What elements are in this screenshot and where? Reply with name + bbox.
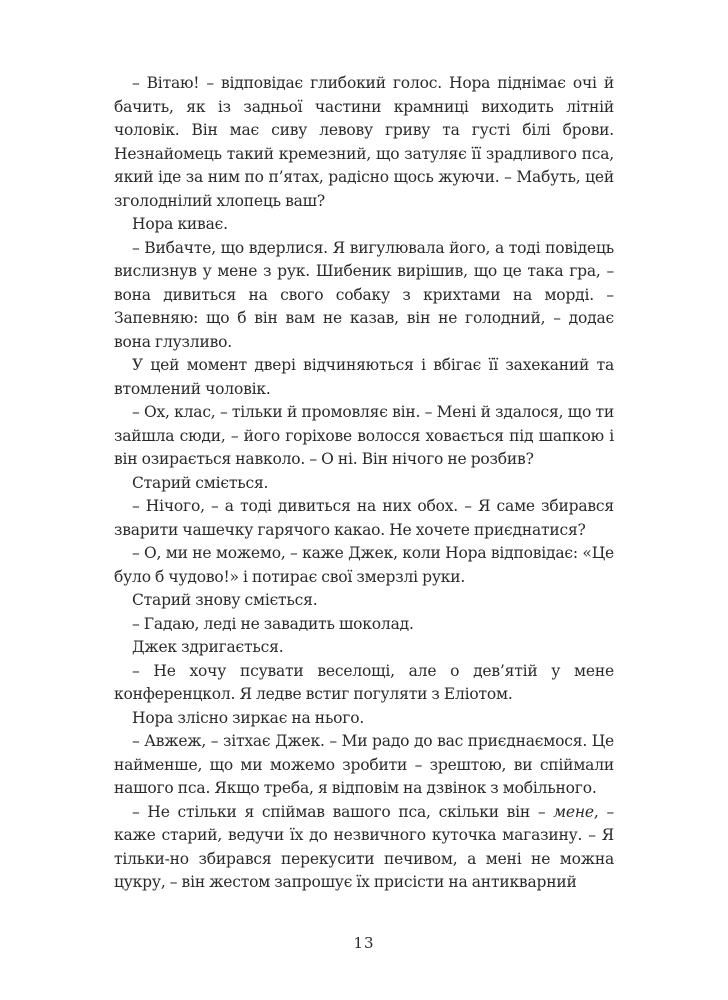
paragraph-jack-declines: – О, ми не можемо, – каже Джек, коли Нора відповідає: «Це було б чудово!» і потирає свої змерзлі руки. [114,544,614,586]
paragraph-chocolate: – Гадаю, леді не завадить шоколад. [132,614,414,633]
paragraph-old-man-reply [114,801,614,895]
paragraph-conference-call: – Не хочу псувати веселощі, але о дев’ятій у мене конференцкол. Я ледве встиг погуляти з Еліотом. [114,661,614,703]
paragraph-jack-agrees: – Авжеж, – зітхає Джек. – Ми радо до вас приєднаємося. Це найменше, що ми можемо зробити – зрештою, ви спіймали нашого пса. Якщо треба, я відповім на дзвінок з мобільного. [114,732,614,797]
page-number: 13 [353,934,375,952]
paragraph-nora-nods: Нора киває. [132,215,228,233]
paragraph-cocoa-offer: – Нічого, – а тоді дивиться на них обох. – Я саме збирався зварити чашечку гарячого какао. Не хочете приєднатися? [114,497,614,539]
paragraph-door-opens: У цей момент двері відчиняються і вбігає її захеканий та втомлений чоловік. [114,356,614,398]
paragraph-laughs-again: Старий знову сміється. [132,591,318,609]
paragraph-text-after-italic: , – каже старий, ведучи їх до незвичного куточка магазину. – Я тільки-но збирався перекусити печивом, а мені не можна цукру, – він жестом запрошує їх присісти на антикварний [114,802,614,891]
paragraph-text-before-italic: – Не стільки я спіймав вашого пса, скільки він – [132,802,554,821]
paragraph-apology: – Вибачте, що вдерлися. Я вигулювала його, а тоді повідець вислизнув у мене з рук. Шибеник вирішив, що це така гра, – вона дивиться на свого собаку з крихтами на морді. – Запевняю: що б він вам не казав, він не голодний, – додає вона глузливо. [114,238,614,351]
paragraph-jack-shudders: Джек здригається. [132,638,284,656]
paragraph-nora-glares: Нора злісно зиркає на нього. [132,708,365,727]
paragraph-greeting: – Вітаю! – відповідає глибокий голос. Нора піднімає очі й бачить, як із задньої частини крамниці виходить літній чоловік. Він має сиву левову гриву та густі білі брови. Незнайомець такий кремезний, що затуляє її зрадливого пса, який іде за ним по п’ятах, радісно щось жуючи. – Мабуть, цей зголоднілий хлопець ваш? [114,74,614,210]
page-body [114,72,614,895]
italic-word: мене [553,802,594,821]
paragraph-jack-arrives: – Ох, клас, – тільки й промовляє він. – Мені й здалося, що ти зайшла сюди, – його горіхове волосся ховається під шапкою і він озирається навколо. – О ні. Він нічого не розбив? [114,403,614,468]
paragraph-old-man-laughs: Старий сміється. [132,473,269,492]
